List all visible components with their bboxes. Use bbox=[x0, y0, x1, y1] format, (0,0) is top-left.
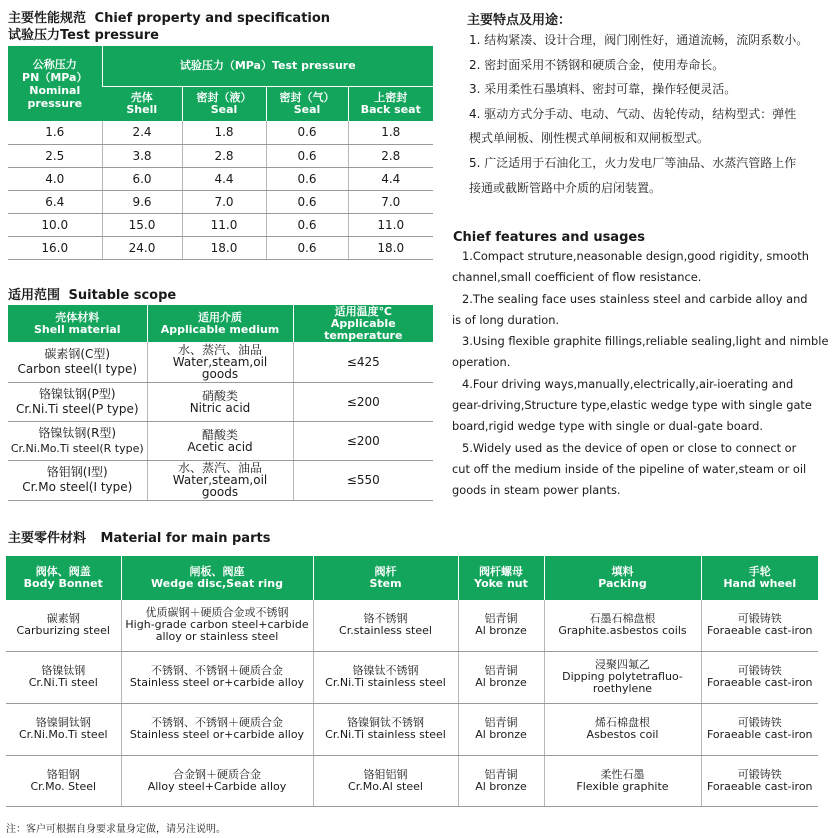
table-cell: 烯石棉盘根 Asbestos coil bbox=[544, 703, 701, 755]
test-pressure-table bbox=[8, 46, 433, 260]
table-row bbox=[6, 703, 818, 755]
table-cell: 0.6 bbox=[266, 213, 348, 236]
wedge-disc-header: 闸板、阀座 Wedge disc,Seat ring bbox=[121, 556, 313, 600]
temperature-cell: ≤425 bbox=[293, 342, 433, 382]
table-cell: 9.6 bbox=[102, 190, 182, 213]
medium-cell: 水、蒸汽、油品 Water,steam,oil goods bbox=[147, 342, 293, 382]
table-cell: 浸聚四氟乙 Dipping polytetrafluo- roethylene bbox=[544, 651, 701, 703]
list-item: 4. 驱动方式分手动、电动、气动、齿轮传动，结构型式：弹性 bbox=[469, 106, 797, 121]
table-cell: 铬不锈钢 Cr.stainless steel bbox=[313, 600, 458, 651]
list-item: is of long duration. bbox=[452, 312, 560, 327]
features-cn-list bbox=[469, 28, 808, 200]
table-cell: 铝青铜 Al bronze bbox=[458, 600, 544, 651]
table-cell: 11.0 bbox=[182, 213, 266, 236]
applicable-medium-header: 适用介质 Applicable medium bbox=[147, 305, 293, 342]
table-cell: 2.5 bbox=[8, 144, 102, 167]
parts-title-en: Material for main parts bbox=[100, 531, 271, 546]
temperature-cell: ≤200 bbox=[293, 382, 433, 421]
table-cell: 0.6 bbox=[266, 167, 348, 190]
table-cell: 3.8 bbox=[102, 144, 182, 167]
table-row bbox=[6, 651, 818, 703]
table-cell: 可锻铸铁 Foraeable cast-iron bbox=[701, 651, 818, 703]
table-cell: 石墨石棉盘根 Graphite.asbestos coils bbox=[544, 600, 701, 651]
table-cell: 铝青铜 Al bronze bbox=[458, 755, 544, 806]
table-cell: 铬镍钛钢 Cr.Ni.Ti steel bbox=[6, 651, 121, 703]
table-cell: 6.4 bbox=[8, 190, 102, 213]
table-cell: 11.0 bbox=[348, 213, 433, 236]
table-row bbox=[8, 421, 433, 460]
table-cell: 可锻铸铁 Foraeable cast-iron bbox=[701, 755, 818, 806]
subtitle-en: Test pressure bbox=[60, 28, 159, 43]
shell-material-cell: 铬钼钢(I型) Cr.Mo steel(I type) bbox=[8, 460, 147, 500]
list-item: 5.Widely used as the device of open or close to connect or bbox=[462, 440, 797, 455]
shell-material-cell: 碳素钢(C型) Carbon steel(I type) bbox=[8, 342, 147, 382]
table-row bbox=[8, 167, 433, 190]
table-cell: 优质碳钢＋硬质合金或不锈钢 High-grade carbon steel+carbide alloy or stainless steel bbox=[121, 600, 313, 651]
seal-liquid-header: 密封（液） Seal bbox=[182, 86, 266, 121]
list-item: channel,small coefficient of flow resistance. bbox=[452, 270, 702, 285]
table-cell: 4.0 bbox=[8, 167, 102, 190]
main-parts-table bbox=[6, 556, 818, 807]
parts-title-cn: 主要零件材料 bbox=[8, 531, 87, 546]
shell-material-header: 壳体材料 Shell material bbox=[8, 305, 147, 342]
table-row bbox=[8, 342, 433, 382]
list-item: 楔式单闸板、刚性楔式单闸板和双闸板型式。 bbox=[469, 131, 710, 146]
medium-cell: 醋酸类 Acetic acid bbox=[147, 421, 293, 460]
table-cell: 碳素钢 Carburizing steel bbox=[6, 600, 121, 651]
list-item: 2.The sealing face uses stainless steel and carbide alloy and bbox=[462, 291, 808, 306]
list-item: 3. 采用柔性石墨填料、密封可靠，操作轻便灵活。 bbox=[469, 82, 737, 97]
list-item: 1.Compact struture,neasonable design,good rigidity, smooth bbox=[462, 249, 809, 263]
list-item: 2. 密封面采用不锈钢和硬质合金，使用寿命长。 bbox=[469, 57, 725, 72]
features-cn-title: 主要特点及用途： bbox=[467, 13, 572, 28]
table-cell: 18.0 bbox=[348, 236, 433, 259]
table-cell: 4.4 bbox=[348, 167, 433, 190]
list-item: 5. 广泛适用于石油化工，火力发电厂等油品、水蒸汽管路上作 bbox=[469, 155, 797, 170]
table-cell: 0.6 bbox=[266, 144, 348, 167]
table-row bbox=[8, 144, 433, 167]
table-row bbox=[8, 460, 433, 500]
table-cell: 可锻铸铁 Foraeable cast-iron bbox=[701, 703, 818, 755]
table-cell: 2.4 bbox=[102, 121, 182, 144]
medium-cell: 硝酸类 Nitric acid bbox=[147, 382, 293, 421]
table-cell: 6.0 bbox=[102, 167, 182, 190]
table-cell: 16.0 bbox=[8, 236, 102, 259]
table-cell: 1.8 bbox=[182, 121, 266, 144]
list-item: board,rigid wedge type with single or dual-gate board. bbox=[452, 419, 764, 434]
table-cell: 不锈钢、不锈钢＋硬质合金 Stainless steel or+carbide alloy bbox=[121, 651, 313, 703]
list-item: cut off the medium inside of the pipeline of water,steam or oil bbox=[452, 461, 807, 476]
table-cell: 铬镍铜钛不锈钢 Cr.Ni.Ti stainless steel bbox=[313, 703, 458, 755]
table-cell: 0.6 bbox=[266, 190, 348, 213]
table-row bbox=[8, 121, 433, 144]
table-cell: 10.0 bbox=[8, 213, 102, 236]
table-cell: 7.0 bbox=[348, 190, 433, 213]
table-cell: 可锻铸铁 Foraeable cast-iron bbox=[701, 600, 818, 651]
table-row bbox=[8, 236, 433, 259]
table-cell: 铬镍铜钛钢 Cr.Ni.Mo.Ti steel bbox=[6, 703, 121, 755]
property-title-en: Chief property and specification bbox=[94, 11, 331, 26]
table-cell: 铝青铜 Al bronze bbox=[458, 703, 544, 755]
table-cell: 7.0 bbox=[182, 190, 266, 213]
shell-material-cell: 铬镍钛钢(R型) Cr.Ni.Mo.Ti steel(R type) bbox=[8, 421, 147, 460]
list-item: 3.Using flexible graphite fillings,reliable sealing,light and nimble bbox=[462, 334, 829, 349]
table-cell: 合金钢＋硬质合金 Alloy steel+Carbide alloy bbox=[121, 755, 313, 806]
table-cell: 不锈钢、不锈钢＋硬质合金 Stainless steel or+carbide alloy bbox=[121, 703, 313, 755]
test-pressure-subtitle bbox=[8, 24, 159, 43]
list-item: 4.Four driving ways,manually,electrically,air-ioerating and bbox=[462, 376, 794, 391]
table-cell: 1.6 bbox=[8, 121, 102, 144]
table-cell: 铬钼钢 Cr.Mo. Steel bbox=[6, 755, 121, 806]
table-cell: 15.0 bbox=[102, 213, 182, 236]
features-en-title: Chief features and usages bbox=[453, 230, 645, 245]
yoke-nut-header: 阀杆螺母 Yoke nut bbox=[458, 556, 544, 600]
parts-title bbox=[8, 527, 270, 546]
table-row bbox=[8, 213, 433, 236]
temperature-cell: ≤200 bbox=[293, 421, 433, 460]
list-item: 接通或截断管路中介质的启闭装置。 bbox=[469, 180, 662, 195]
back-seat-header: 上密封 Back seat bbox=[348, 86, 433, 121]
property-title-cn: 主要性能规范 bbox=[8, 11, 87, 26]
nominal-pressure-header: 公称压力 PN（MPa） Nominal pressure bbox=[8, 46, 102, 121]
packing-header: 填料 Packing bbox=[544, 556, 701, 600]
table-row bbox=[8, 190, 433, 213]
scope-title-en: Suitable scope bbox=[68, 288, 177, 303]
table-row bbox=[6, 600, 818, 651]
table-cell: 24.0 bbox=[102, 236, 182, 259]
table-cell: 18.0 bbox=[182, 236, 266, 259]
table-cell: 2.8 bbox=[348, 144, 433, 167]
list-item: goods in steam power plants. bbox=[452, 483, 621, 498]
table-row bbox=[6, 755, 818, 806]
features-en-list bbox=[452, 246, 828, 502]
test-pressure-group-header: 试验压力（MPa）Test pressure bbox=[102, 46, 433, 86]
seal-gas-header: 密封（气） Seal bbox=[266, 86, 348, 121]
table-cell: 1.8 bbox=[348, 121, 433, 144]
table-cell: 铬镍钛不锈钢 Cr.Ni.Ti stainless steel bbox=[313, 651, 458, 703]
footnote: 注：客户可根据自身要求量身定做，请另注说明。 bbox=[6, 824, 226, 835]
table-cell: 0.6 bbox=[266, 121, 348, 144]
medium-cell: 水、蒸汽、油品 Water,steam,oil goods bbox=[147, 460, 293, 500]
table-cell: 2.8 bbox=[182, 144, 266, 167]
suitable-scope-table bbox=[8, 305, 433, 501]
stem-header: 阀杆 Stem bbox=[313, 556, 458, 600]
subtitle-cn: 试验压力 bbox=[8, 28, 61, 43]
table-cell: 4.4 bbox=[182, 167, 266, 190]
list-item: 1. 结构紧凑、设计合理，阀门刚性好，通道流畅，流阴系数小。 bbox=[469, 33, 809, 47]
scope-title-cn: 适用范围 bbox=[8, 288, 61, 303]
shell-material-cell: 铬镍钛钢(P型) Cr.Ni.Ti steel(P type) bbox=[8, 382, 147, 421]
table-cell: 铬钼铝钢 Cr.Mo.Al steel bbox=[313, 755, 458, 806]
list-item: gear-driving,Structure type,elastic wedge type with single gate bbox=[452, 398, 812, 413]
table-cell: 0.6 bbox=[266, 236, 348, 259]
hand-wheel-header: 手轮 Hand wheel bbox=[701, 556, 818, 600]
temperature-cell: ≤550 bbox=[293, 460, 433, 500]
scope-title bbox=[8, 284, 176, 303]
table-cell: 铝青铜 Al bronze bbox=[458, 651, 544, 703]
shell-header: 壳体 Shell bbox=[102, 86, 182, 121]
body-bonnet-header: 阀体、阀盖 Body Bonnet bbox=[6, 556, 121, 600]
table-row bbox=[8, 382, 433, 421]
applicable-temperature-header: 适用温度℃ Applicable temperature bbox=[293, 305, 433, 342]
list-item: operation. bbox=[452, 355, 511, 370]
table-cell: 柔性石墨 Flexible graphite bbox=[544, 755, 701, 806]
